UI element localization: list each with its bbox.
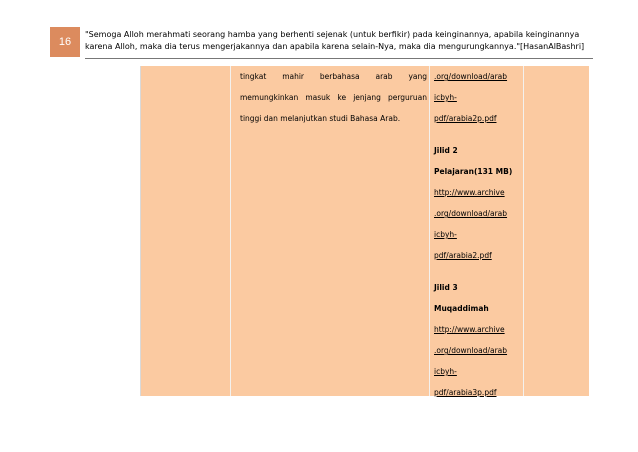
download-link[interactable]: icbyh- [434, 367, 457, 376]
volume-subtitle: Pelajaran(131 MB) [434, 167, 513, 176]
volume-title: Jilid 3 [434, 283, 458, 292]
download-link[interactable]: icbyh- [434, 230, 457, 239]
links-cell [434, 66, 520, 403]
description-cell [240, 66, 427, 129]
download-link[interactable]: http://www.archive [434, 325, 505, 334]
volume-title: Jilid 2 [434, 146, 458, 155]
description-line: memungkinkan masuk ke jenjang perguruan [240, 93, 427, 102]
download-link[interactable]: pdf/arabia3p.pdf [434, 388, 497, 397]
header-quote-line-2: karena Alloh, maka dia terus mengerjakannya dan apabila karena selain-Nya, maka dia mengurungkannya."[HasanAlBashri] [85, 42, 585, 51]
download-link[interactable]: .org/download/arab [434, 209, 508, 218]
column-divider [230, 66, 231, 396]
download-link[interactable]: .org/download/arab [434, 346, 508, 355]
column-divider [523, 66, 524, 396]
description-line: tingkat mahir berbahasa arab yang [240, 72, 427, 81]
header-divider [85, 58, 593, 59]
column-divider [429, 66, 430, 396]
volume-subtitle: Muqaddimah [434, 304, 489, 313]
header-quote-line-1: "Semoga Alloh merahmati seorang hamba yang berhenti sejenak (untuk berfikir) pada keinginannya, apabila keinginannya [85, 30, 580, 39]
download-link[interactable]: http://www.archive [434, 188, 505, 197]
spacer [434, 129, 520, 140]
download-link[interactable]: .org/download/arab [434, 72, 508, 81]
description-line: tinggi dan melanjutkan studi Bahasa Arab. [240, 114, 401, 123]
download-link[interactable]: icbyh- [434, 93, 457, 102]
header-quote [85, 29, 605, 53]
download-link[interactable]: pdf/arabia2p.pdf [434, 114, 497, 123]
table-left-border [140, 66, 141, 396]
download-link[interactable]: pdf/arabia2.pdf [434, 251, 492, 260]
page-number: 16 [50, 27, 80, 57]
spacer [434, 266, 520, 277]
